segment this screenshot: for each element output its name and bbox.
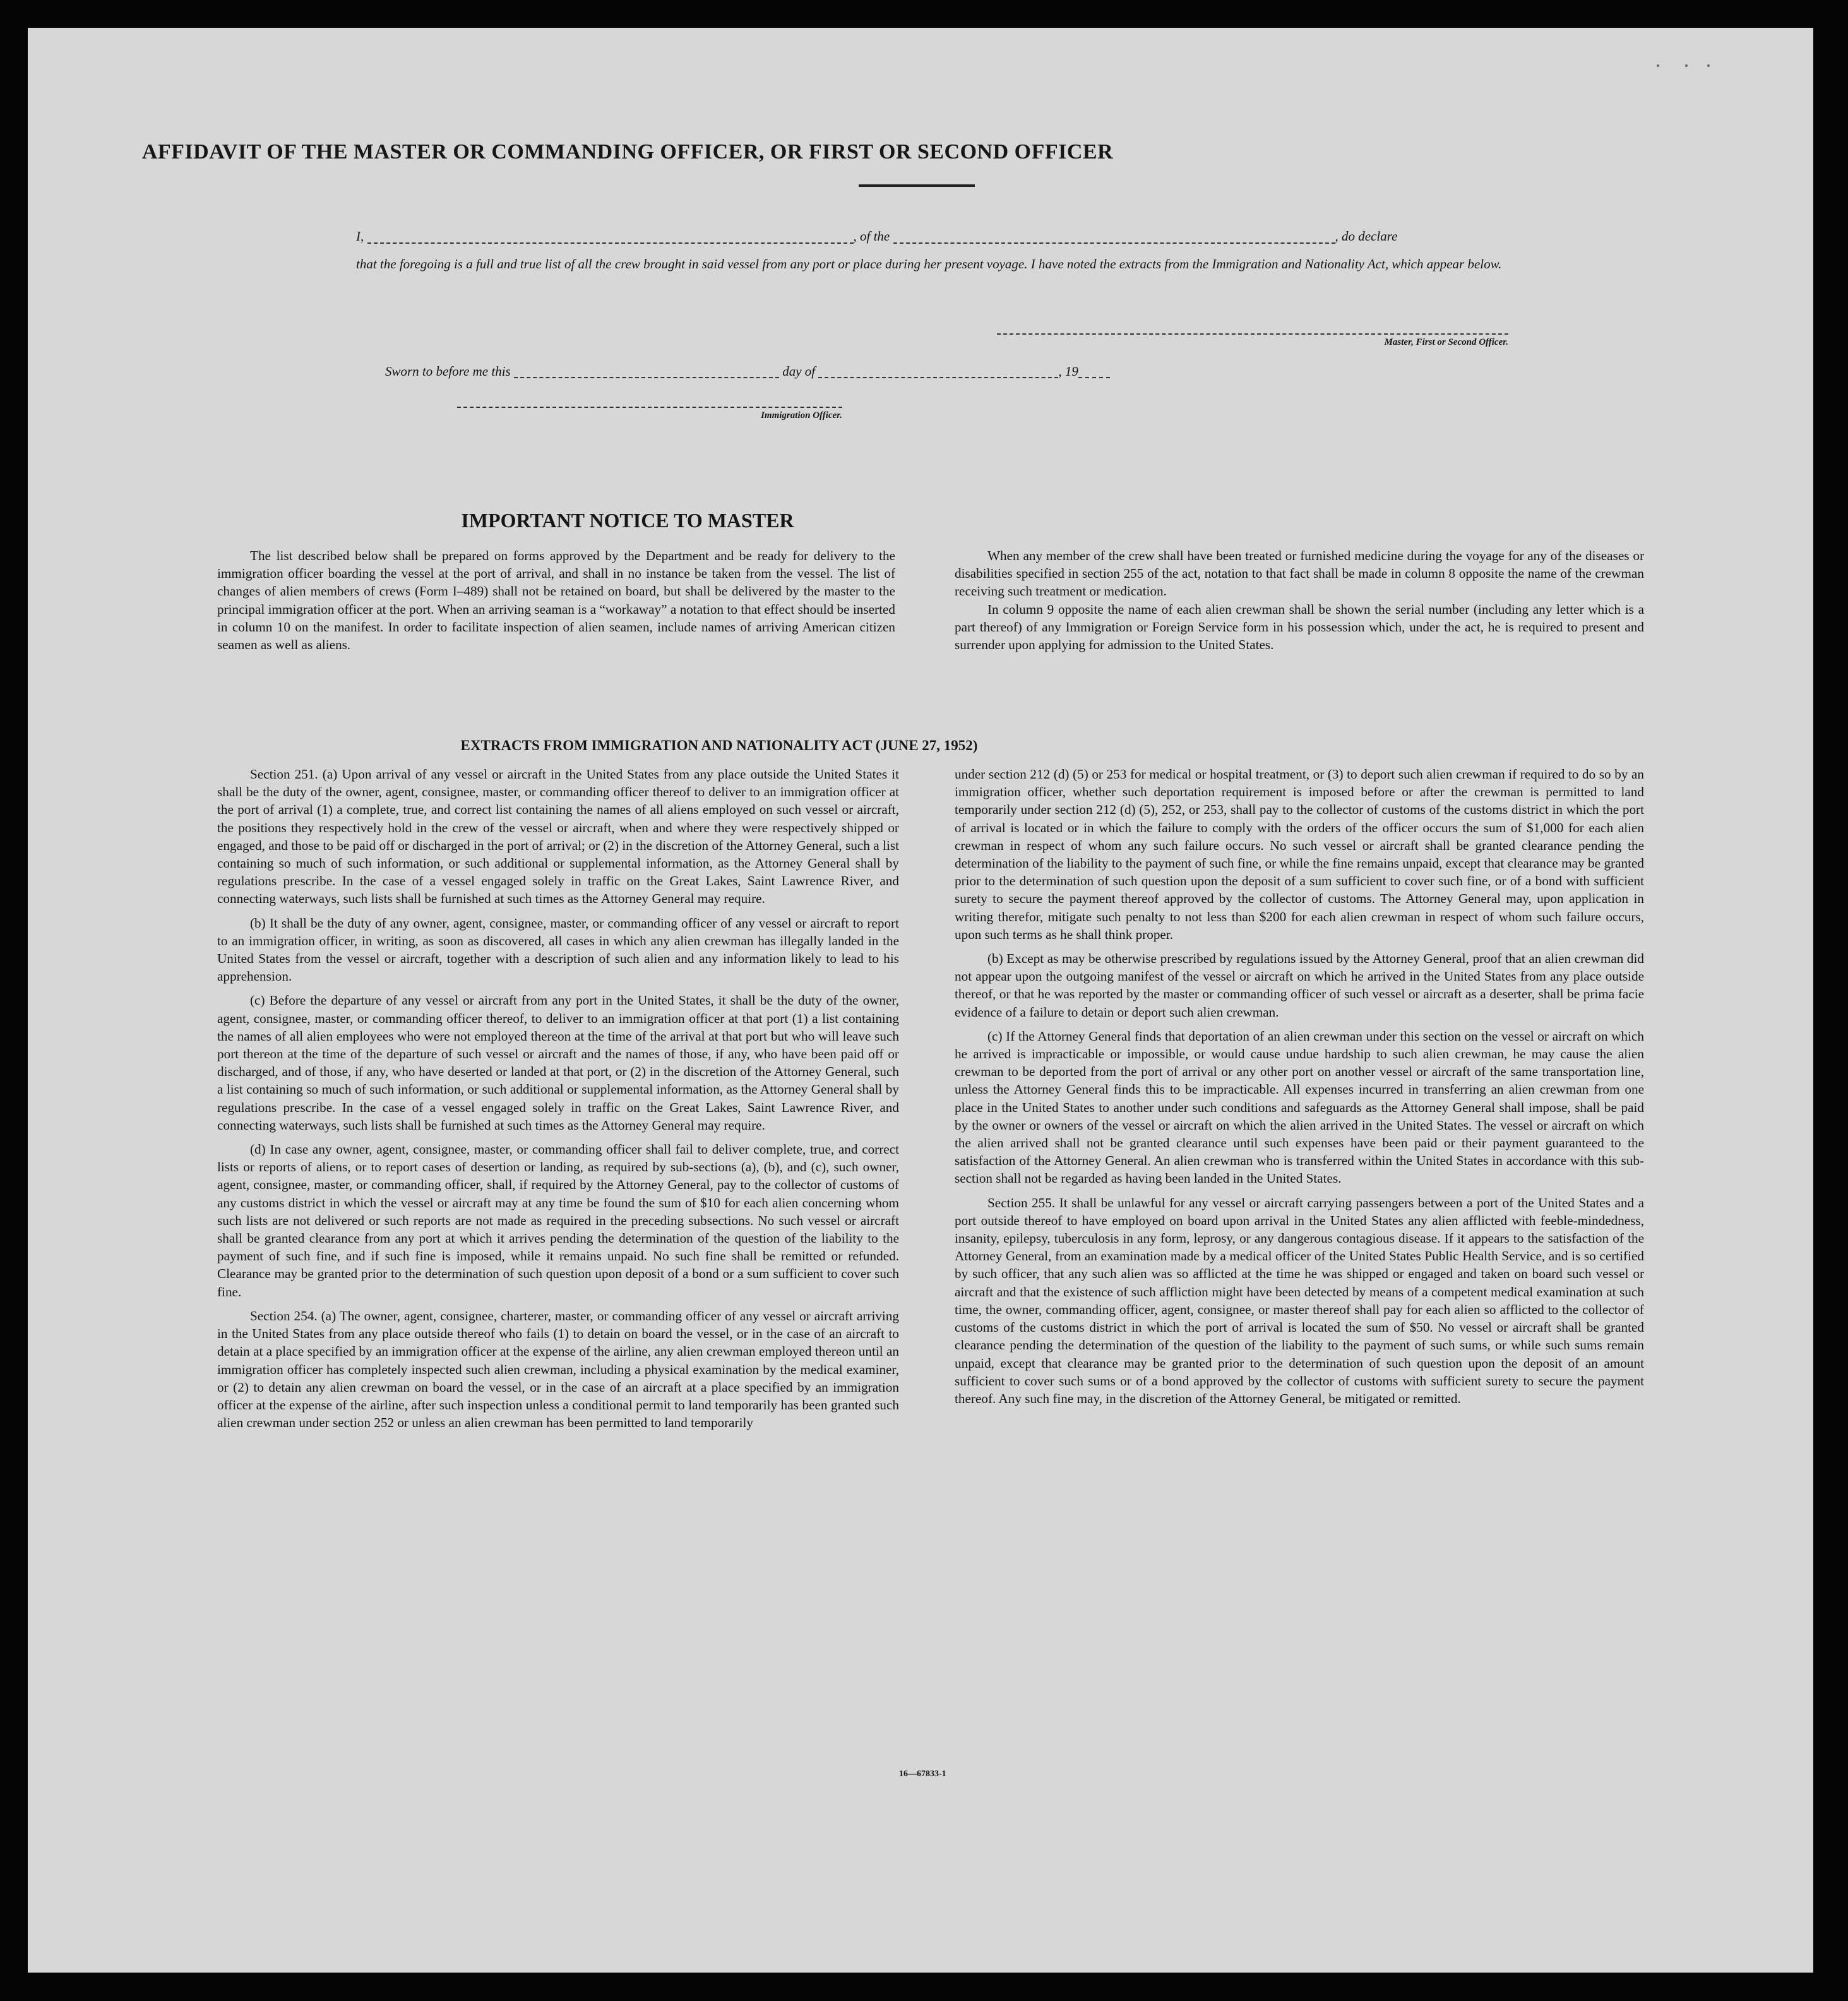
sworn-year-field[interactable] <box>1078 367 1110 378</box>
scan-speck <box>1685 64 1688 67</box>
day-of-label: day of <box>782 364 816 379</box>
sworn-label: Sworn to before me this <box>385 364 511 379</box>
declaration-block <box>356 221 1505 277</box>
scan-speck <box>1657 64 1659 67</box>
notice-left-column <box>217 547 895 654</box>
sworn-month-field[interactable] <box>818 367 1058 378</box>
section-251-a: Section 251. (a) Upon arrival of any vessel or aircraft in the United States from any place outside the United States it shall be the duty of the owner, agent, consignee, master, or commanding officer thereof to deliver to an immigration officer at the port of arrival (1) a complete, true, and correct list containing the names of all aliens employed on such vessel or aircraft, the positions they respectively hold in the crew of the vessel or aircraft, when and where they were respectively shipped or engaged, and those to be paid off or discharged in the port of arrival; or (2) in the discretion of the Attorney General, such a list containing so much of such information, or such additional or supplemental information, as the Attorney General shall by regulations prescribe. In the case of a vessel engaged solely in traffic on the Great Lakes, Saint Lawrence River, and connecting waterways, such lists shall be furnished at such times as the Attorney General may require. <box>217 767 899 907</box>
immigration-officer-signature-line[interactable] <box>457 407 842 421</box>
do-declare-label: , do declare <box>1335 229 1398 244</box>
title-underline <box>859 184 975 187</box>
master-signature-line[interactable] <box>997 333 1508 348</box>
i-label: I, <box>356 229 364 244</box>
master-signature-caption: Master, First or Second Officer. <box>1384 337 1508 347</box>
section-254-b: (b) Except as may be otherwise prescribed by regulations issued by the Attorney General, proof that an alien crewman did not appear upon the outgoing manifest of the vessel or aircraft on which he arrived in the United States from any place outside thereof, or that he was reported by the master or commanding officer of such vessel or aircraft as a deserter, shall be prima facie evidence of a failure to detain or deport such alien crewman. <box>955 951 1644 1020</box>
notice-right-paragraph-2: In column 9 opposite the name of each alien crewman shall be shown the serial number (including any letter which is a part thereof) of any Immigration or Foreign Service form in his possession which, under the act, he is required to present and surrender upon applying for admission to the United States. <box>955 601 1644 653</box>
section-251-b: (b) It shall be the duty of any owner, agent, consignee, master, or commanding officer of any vessel or aircraft to report to an immigration officer, in writing, as soon as discovered, all cases in which any alien crewman has illegally landed in the United States from the vessel or aircraft, together with a description of such alien and any information likely to lead to his apprehension. <box>217 915 899 984</box>
extracts-title: EXTRACTS FROM IMMIGRATION AND NATIONALITY ACT (JUNE 27, 1952) <box>460 738 978 753</box>
declaration-text: that the foregoing is a full and true list of all the crew brought in said vessel from any port or place during her present voyage. I have noted the extracts from the Immigration and Nationality Act, which appear below. <box>356 256 1502 272</box>
vessel-name-field[interactable] <box>893 231 1335 244</box>
section-254-a-continued: under section 212 (d) (5) or 253 for medical or hospital treatment, or (3) to deport such alien crewman if required to do so by an immigration officer, whether such deportation requirement is imposed before or after the crewman is permitted to land temporarily under section 212 (d) (5), 252, or 253, shall pay to the collector of customs of the customs district in which the port of arrival is located or in which the failure to comply with the orders of the officer occurs the sum of $1,000 for each alien crewman in respect of whom any such failure occurs. No such vessel or aircraft shall be granted clearance pending the determination of the liability to the payment of such fine, or while the fine remains unpaid, except that clearance may be granted prior to the determination of such question upon the deposit of a sum sufficient to cover such fine, or of a bond with sufficient surety to secure the payment thereof approved by the collector of customs. The Attorney General may, upon application in writing therefor, mitigate such penalty to not less than $200 for each alien crewman in respect of whom such failure occurs, upon such terms as he shall think proper. <box>955 767 1644 942</box>
notice-right-column <box>955 547 1644 654</box>
notice-right-paragraph-1: When any member of the crew shall have been treated or furnished medicine during the voyage for any of the diseases or disabilities specified in section 255 of the act, notation to that fact shall be made in column 8 opposite the name of the crewman receiving such treatment or medication. <box>955 548 1644 599</box>
section-251-d: (d) In case any owner, agent, consignee, master, or commanding officer shall fail to deliver complete, true, and correct lists or reports of aliens, or to report cases of desertion or landing, as required by sub-sections (a), (b), and (c), such owner, agent, consignee, master, or commanding officer, shall, if required by the Attorney General, pay to the collector of customs of any customs district in which the vessel or aircraft may at any time be found the sum of $10 for each alien concerning whom such lists are not delivered or such reports are not made as required in the preceding subsections. No such vessel or aircraft shall be granted clearance from any port at which it arrives pending the determination of the question of the liability to the payment of such fine, and if such fine is imposed, while it remains unpaid. No such fine shall be remitted or refunded. Clearance may be granted prior to the determination of such question upon deposit of a bond or a sum sufficient to cover such fine. <box>217 1142 899 1299</box>
immigration-officer-caption: Immigration Officer. <box>761 410 842 421</box>
extracts-left-column <box>217 765 899 1431</box>
document-page <box>28 28 1813 1973</box>
scan-speck <box>1707 64 1710 67</box>
section-251-c: (c) Before the departure of any vessel or aircraft from any port in the United States, it shall be the duty of the owner, agent, consignee, master, or commanding officer thereof, to deliver to an immigration officer at that port (1) a list containing the names of all alien employees who were not employed thereon at the time of the arrival at that port but who will leave such port thereon at the time of the departure of such vessel or aircraft and the names of those, if any, who have been paid off or discharged, and of those, if any, who have deserted or landed at that port, or (2) in the discretion of the Attorney General, such a list containing so much of such information, or such additional or supplemental information, as the Attorney General shall by regulations prescribe. In the case of a vessel engaged solely in traffic on the Great Lakes, Saint Lawrence River, and connecting waterways, such lists shall be furnished at such times as the Attorney General may require. <box>217 993 899 1133</box>
master-name-field[interactable] <box>367 231 854 244</box>
sworn-day-field[interactable] <box>514 367 779 378</box>
of-the-label: , of the <box>853 229 890 244</box>
year-label: , 19 <box>1058 364 1078 379</box>
notice-left-paragraph: The list described below shall be prepared on forms approved by the Department and be ready for delivery to the immigration officer boarding the vessel at the port of arrival, and shall in no instance be taken from the vessel. The list of changes of alien members of crews (Form I–489) shall not be retained on board, but shall be delivered by the master to the principal immigration officer at the port. When an arriving seaman is a “workaway” a notation to that effect should be inserted in column 10 on the manifest. In order to facilitate inspection of alien seamen, include names of arriving American citizen seamen as well as aliens. <box>217 548 895 653</box>
section-254-c: (c) If the Attorney General finds that deportation of an alien crewman under this section on the vessel or aircraft on which he arrived is impracticable or impossible, or would cause undue hardship to such alien crewman, he may cause the alien crewman to be deported from the port of arrival or any other port on another vessel or aircraft of the same transportation line, unless the Attorney General finds this to be impracticable. All expenses incurred in transferring an alien crewman from one place in the United States to another under such conditions and safeguards as the Attorney General shall impose, shall be paid by the owner or owners of the vessel or aircraft on which the alien arrived in the United States. The vessel or aircraft on which the alien arrived shall not be granted clearance until such expenses have been paid or their payment guaranteed to the satisfaction of the Attorney General. An alien crewman who is transferred within the United States in accordance with this sub-section shall not be regarded as having been landed in the United States. <box>955 1028 1644 1186</box>
sworn-line <box>385 364 1110 379</box>
form-code: 16—67833-1 <box>899 1769 946 1779</box>
affidavit-title: AFFIDAVIT OF THE MASTER OR COMMANDING OFFICER, OR FIRST OR SECOND OFFICER <box>141 140 1114 164</box>
extracts-right-column <box>955 765 1644 1407</box>
declaration-line-1 <box>356 221 1505 251</box>
section-254-a: Section 254. (a) The owner, agent, consignee, charterer, master, or commanding officer of any vessel or aircraft arriving in the United States from any place outside thereof who fails (1) to detain on board the vessel, or in the case of an aircraft to detain at a place specified by an immigration officer at the expense of the airline, any alien crewman employed thereon until an immigration officer has completely inspected such alien crewman, including a physical examination by the medical examiner, or (2) to detain any alien crewman on board the vessel, or in the case of an aircraft at a place specified by an immigration officer at the expense of the airline, after such inspection unless a conditional permit to land temporarily has been granted such alien crewman under section 252 or unless an alien crewman has been permitted to land temporarily <box>217 1308 899 1431</box>
notice-title: IMPORTANT NOTICE TO MASTER <box>461 509 794 532</box>
section-255: Section 255. It shall be unlawful for any vessel or aircraft carrying passengers between a port of the United States and a port outside thereof to have employed on board upon arrival in the United States any alien afflicted with feeble-mindedness, insanity, epilepsy, tuberculosis in any form, leprosy, or any dangerous contagious disease. If it appears to the satisfaction of the Attorney General, from an examination made by a medical officer of the United States Public Health Service, and is so certified by such officer, that any such alien was so afflicted at the time he was shipped or engaged and taken on board such vessel or aircraft and that the existence of such affliction might have been detected by means of a competent medical examination at such time, the owner, commanding officer, agent, consignee, or master thereof shall pay for each alien so afflicted to the collector of customs of the customs district in which the port of arrival is located the sum of $50. No vessel or aircraft shall be granted clearance pending the determination of the question of the liability to the payment of such sums, or while such sums remain unpaid, except that clearance may be granted prior to the determination of such question upon the deposit of an amount sufficient to cover such sums or of a bond approved by the collector of customs with sufficient surety to secure the payment thereof. Any such fine may, in the discretion of the Attorney General, be mitigated or remitted. <box>955 1195 1644 1406</box>
